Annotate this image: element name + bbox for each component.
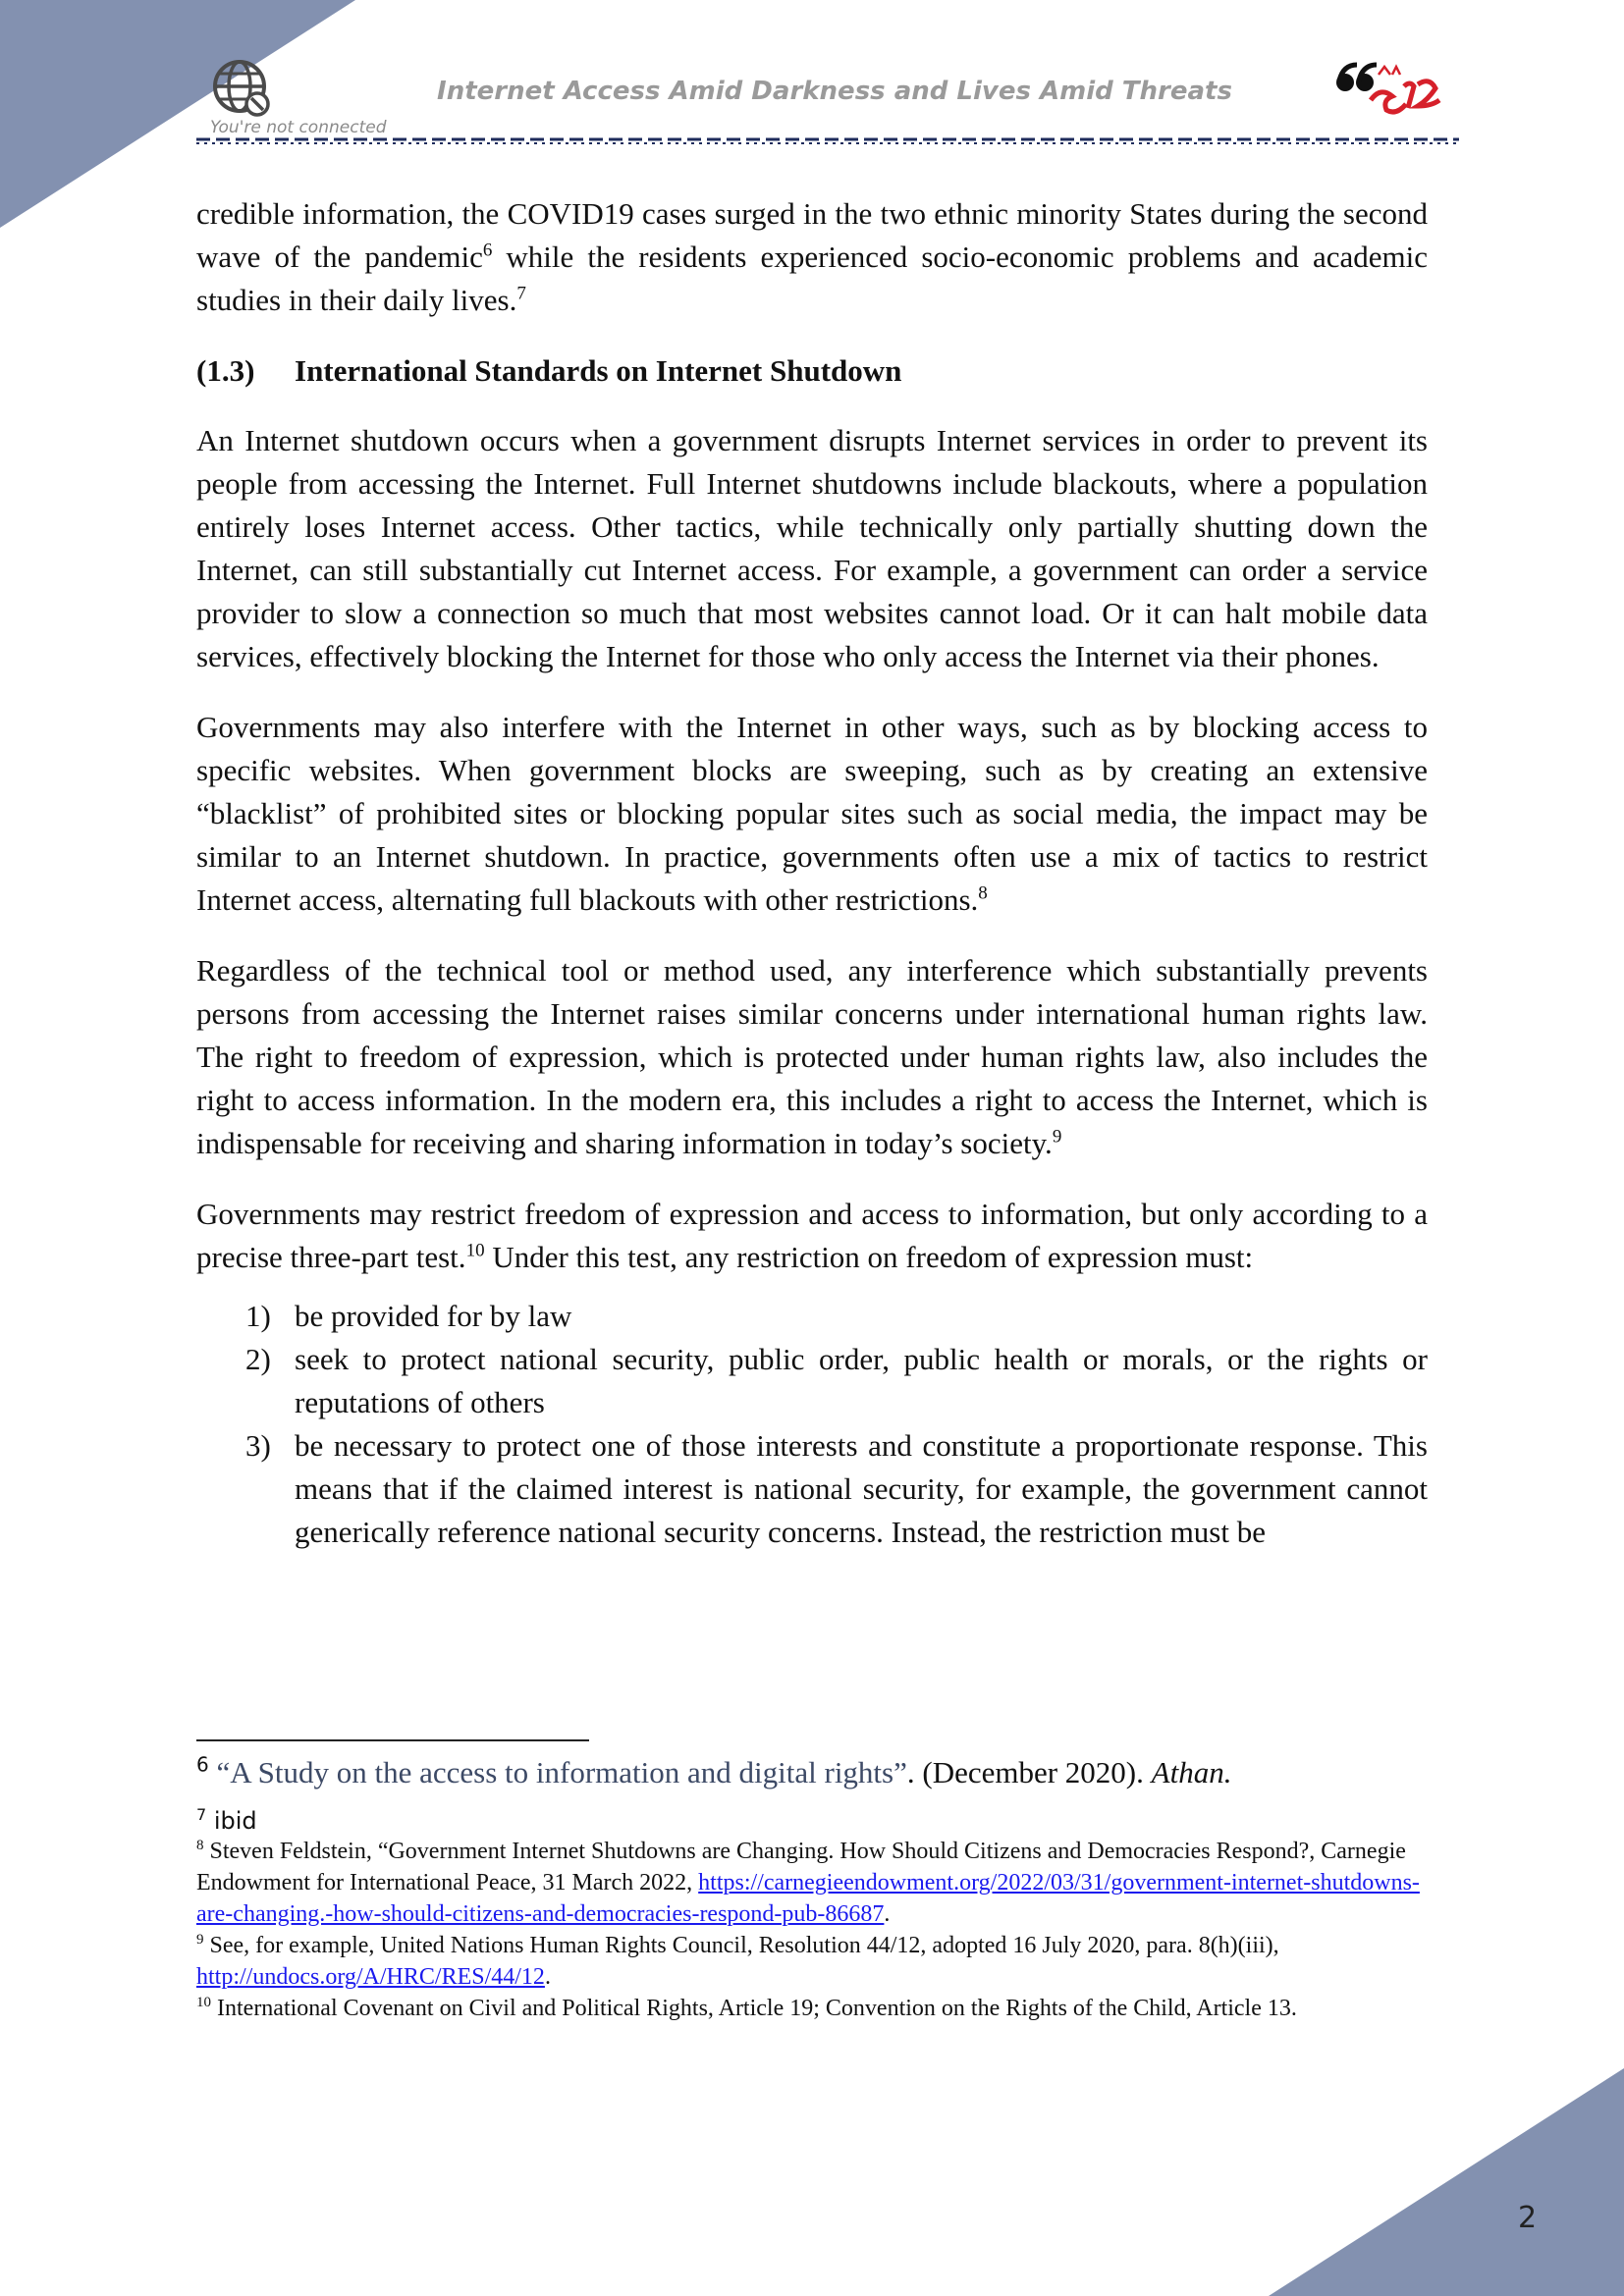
list-item-text: seek to protect national security, public order, public health or morals, or the rights or reputations of others bbox=[295, 1342, 1428, 1419]
globe-icon bbox=[210, 57, 275, 122]
paragraph-covid bbox=[196, 192, 1428, 322]
footnote-ref-6[interactable]: 6 bbox=[482, 240, 493, 261]
list-number: 3) bbox=[245, 1428, 271, 1463]
page-body bbox=[196, 192, 1428, 1554]
footnote-mark: 7 bbox=[196, 1805, 207, 1824]
footnote-text: . bbox=[884, 1901, 891, 1927]
list-item-text: be necessary to protect one of those interests and constitute a proportionate response. This means that if the claimed interest is national security, for example, the government cannot generically reference national security concerns. Instead, the restriction must be bbox=[295, 1428, 1428, 1549]
paragraph-text: Governments may restrict freedom of expression and access to information, but only according to a precise three-part test. bbox=[196, 1197, 1428, 1274]
footnote-mark: 9 bbox=[196, 1932, 204, 1948]
paragraph-human-rights bbox=[196, 949, 1428, 1165]
footnote-mark: 10 bbox=[196, 1995, 211, 2010]
page-number: 2 bbox=[1518, 2201, 1538, 2235]
paragraph-text: Governments may also interfere with the Internet in other ways, such as by blocking access to specific websites. When government blocks are sweeping, such as by creating an extensive “blacklist” of prohibited sites or blocking popular sites such as social media, the impact may be similar to an Internet shutdown. In practice, governments often use a mix of tactics to restrict Internet access, alternating full blackouts with other restrictions. bbox=[196, 710, 1428, 917]
paragraph-three-part-test bbox=[196, 1193, 1428, 1279]
footnote-ref-10[interactable]: 10 bbox=[465, 1240, 485, 1261]
list-item-text: be provided for by law bbox=[295, 1299, 572, 1333]
footnote-ref-7[interactable]: 7 bbox=[516, 283, 526, 304]
paragraph-text: Under this test, any restriction on freedom of expression must: bbox=[484, 1240, 1254, 1274]
footnote-mark: 8 bbox=[196, 1838, 204, 1853]
footnote-quote: “A Study on the access to information and digital rights” bbox=[216, 1755, 907, 1789]
paragraph-text: while the residents experienced socio-economic problems and academic studies in their daily lives. bbox=[196, 240, 1428, 317]
footnote-8 bbox=[196, 1836, 1428, 1930]
footnote-7 bbox=[196, 1806, 1428, 1836]
paragraph-text: Regardless of the technical tool or method used, any interference which substantially prevents persons from accessing the Internet raises similar concerns under international human rights law. The right to freedom of expression, which is protected under human rights law, also includes the right to access information. In the modern era, this includes a right to access the Internet, which is indispensable for receiving and sharing information in today’s society. bbox=[196, 953, 1428, 1160]
list-item bbox=[196, 1295, 1428, 1338]
footnote-ref-8[interactable]: 8 bbox=[978, 882, 988, 904]
footnote-link[interactable]: https://carnegieendowment.org/2022/03/31/government-internet-shutdowns-are-changing.-how-should-citizens-and-democracies-respond-pub-86687 bbox=[196, 1870, 1420, 1927]
page-header bbox=[0, 0, 1624, 147]
list-number: 1) bbox=[245, 1299, 271, 1333]
section-heading bbox=[196, 349, 1428, 393]
list-number: 2) bbox=[245, 1342, 271, 1376]
section-number: (1.3) bbox=[196, 353, 255, 388]
footnote-link[interactable]: http://undocs.org/A/HRC/RES/44/12 bbox=[196, 1964, 545, 1990]
footnote-text: Steven Feldstein, “Government Internet Shutdowns are Changing. How Should Citizens and Democracies Respond?, Carnegie Endowment for International Peace, 31 March 2022, bbox=[196, 1839, 1406, 1896]
footnote-mark: 6 bbox=[196, 1752, 209, 1777]
paragraph-shutdown-definition: An Internet shutdown occurs when a government disrupts Internet services in order to prevent its people from accessing the Internet. Full Internet shutdowns include blackouts, where a population entirely loses Internet access. Other tactics, while technically only partially shutting down the Internet, can still substantially cut Internet access. For example, a government can order a service provider to slow a connection so much that most websites cannot load. Or it can halt mobile data services, effectively blocking the Internet for those who only access the Internet via their phones. bbox=[196, 423, 1428, 673]
athan-logo bbox=[1327, 57, 1445, 122]
footnote-10 bbox=[196, 1993, 1428, 2024]
footnote-ref-9[interactable]: 9 bbox=[1052, 1126, 1062, 1148]
footnote-text: . (December 2020). bbox=[906, 1755, 1152, 1789]
section-title: International Standards on Internet Shutdown bbox=[295, 353, 902, 388]
footnote-text: See, for example, United Nations Human Rights Council, Resolution 44/12, adopted 16 July 2020, para. 8(h)(iii), bbox=[209, 1933, 1279, 1958]
footnotes bbox=[196, 1751, 1428, 2024]
header-title: Internet Access Amid Darkness and Lives Amid Threats bbox=[437, 77, 1232, 106]
footnote-6 bbox=[196, 1751, 1428, 1794]
header-rule bbox=[196, 137, 1459, 145]
footnote-separator bbox=[196, 1739, 589, 1741]
three-part-test-list bbox=[196, 1295, 1428, 1554]
paragraph-interference bbox=[196, 706, 1428, 922]
footnote-source: Athan. bbox=[1151, 1755, 1232, 1789]
paragraph-text: credible information, the COVID19 cases surged in the two ethnic minority States during the second wave of the pandemic bbox=[196, 196, 1428, 274]
corner-decoration-bottom-right bbox=[1269, 2068, 1624, 2296]
footnote-9 bbox=[196, 1930, 1428, 1993]
footnote-text: International Covenant on Civil and Political Rights, Article 19; Convention on the Rights of the Child, Article 13. bbox=[217, 1996, 1297, 2021]
connection-status-text: You're not connected bbox=[210, 118, 387, 137]
list-item bbox=[196, 1338, 1428, 1424]
footnote-text: ibid bbox=[213, 1807, 257, 1835]
list-item bbox=[196, 1424, 1428, 1554]
footnote-text: . bbox=[544, 1964, 551, 1990]
